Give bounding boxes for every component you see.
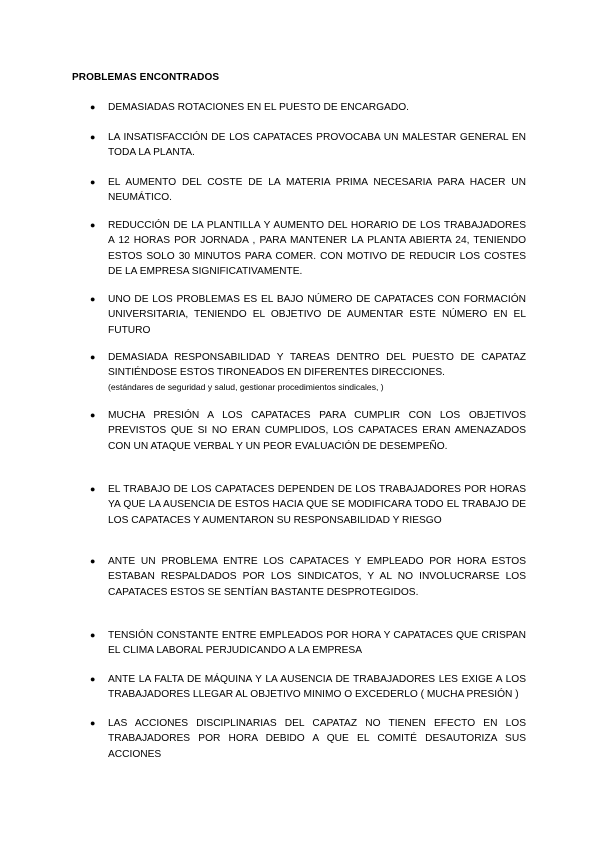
list-item [92, 350, 526, 394]
list-item-note: (estándares de seguridad y salud, gestionar procedimientos sindicales, ) [108, 381, 384, 392]
list-item [92, 408, 526, 454]
list-item [92, 175, 526, 206]
list-item [92, 554, 526, 600]
bullet-icon: ● [90, 630, 96, 640]
bullet-icon: ● [90, 294, 96, 304]
list-item-text: EL AUMENTO DEL COSTE DE LA MATERIA PRIMA NECESARIA PARA HACER UN NEUMÁTICO. [108, 177, 526, 204]
list-item-text: LA INSATISFACCIÓN DE LOS CAPATACES PROVOCABA UN MALESTAR GENERAL EN TODA LA PLANTA. [108, 132, 526, 159]
list-item [92, 292, 526, 338]
page-title: PROBLEMAS ENCONTRADOS [72, 72, 220, 83]
list-item [92, 100, 526, 115]
list-item-text: ANTE LA FALTA DE MÁQUINA Y LA AUSENCIA DE TRABAJADORES LES EXIGE A LOS TRABAJADORES LLEGAR AL OBJETIVO MINIMO O EXCEDERLO ( MUCHA PRESIÓN ) [108, 674, 526, 701]
list-item-text: MUCHA PRESIÓN A LOS CAPATACES PARA CUMPLIR CON LOS OBJETIVOS PREVISTOS QUE SI NO ERAN CUMPLIDOS, LOS CAPATACES ERAN AMENAZADOS CON UN ATAQUE VERBAL Y UN PEOR EVALUACIÓN DE DESEMPEÑO. [108, 410, 526, 452]
list-item-text: EL TRABAJO DE LOS CAPATACES DEPENDEN DE LOS TRABAJADORES POR HORAS YA QUE LA AUSENCIA DE ESTOS HACIA QUE SE MODIFICARA TODO EL TRABAJO DE LOS CAPATACES Y AUMENTARON SU RESPONSABILIDAD Y RIESGO [108, 484, 526, 526]
list-item [92, 716, 526, 762]
bullet-icon: ● [90, 177, 96, 187]
list-item-text: LAS ACCIONES DISCIPLINARIAS DEL CAPATAZ NO TIENEN EFECTO EN LOS TRABAJADORES POR HORA DEBIDO A QUE EL COMITÉ DESAUTORIZA SUS ACCIONES [108, 718, 526, 760]
bullet-icon: ● [90, 484, 96, 494]
bullet-icon: ● [90, 674, 96, 684]
list-item-text: UNO DE LOS PROBLEMAS ES EL BAJO NÚMERO DE CAPATACES CON FORMACIÓN UNIVERSITARIA, TENIENDO EL OBJETIVO DE AUMENTAR ESTE NÚMERO EN EL FUTURO [108, 294, 526, 336]
list-item-text: REDUCCIÓN DE LA PLANTILLA Y AUMENTO DEL HORARIO DE LOS TRABAJADORES A 12 HORAS POR JORNADA , PARA MANTENER LA PLANTA ABIERTA 24, TENIENDO ESTOS SOLO 30 MINUTOS PARA COMER. CON MOTIVO DE REDUCIR LOS COSTES DE LA EMPRESA SIGNIFICATIVAMENTE. [108, 220, 526, 278]
bullet-icon: ● [90, 556, 96, 566]
list-item-text: TENSIÓN CONSTANTE ENTRE EMPLEADOS POR HORA Y CAPATACES QUE CRISPAN EL CLIMA LABORAL PERJUDICANDO A LA EMPRESA [108, 630, 526, 657]
bullet-icon: ● [90, 352, 96, 362]
list-item [92, 482, 526, 528]
list-item-text: ANTE UN PROBLEMA ENTRE LOS CAPATACES Y EMPLEADO POR HORA ESTOS ESTABAN RESPALDADOS POR LOS SINDICATOS, Y AL NO INVOLUCRARSE LOS CAPATACES ESTOS SE SENTÍAN BASTANTE DESPROTEGIDOS. [108, 556, 526, 598]
bullet-icon: ● [90, 102, 96, 112]
list-item-text: DEMASIADA RESPONSABILIDAD Y TAREAS DENTRO DEL PUESTO DE CAPATAZ SINTIÉNDOSE ESTOS TIRONEADOS EN DIFERENTES DIRECCIONES. [108, 352, 526, 379]
list-item [92, 130, 526, 161]
bullet-icon: ● [90, 220, 96, 230]
bullet-icon: ● [90, 718, 96, 728]
list-item [92, 672, 526, 703]
list-item [92, 218, 526, 280]
bullet-icon: ● [90, 410, 96, 420]
list-item-text: DEMASIADAS ROTACIONES EN EL PUESTO DE ENCARGADO. [108, 102, 409, 113]
list-item [92, 628, 526, 659]
bullet-icon: ● [90, 132, 96, 142]
